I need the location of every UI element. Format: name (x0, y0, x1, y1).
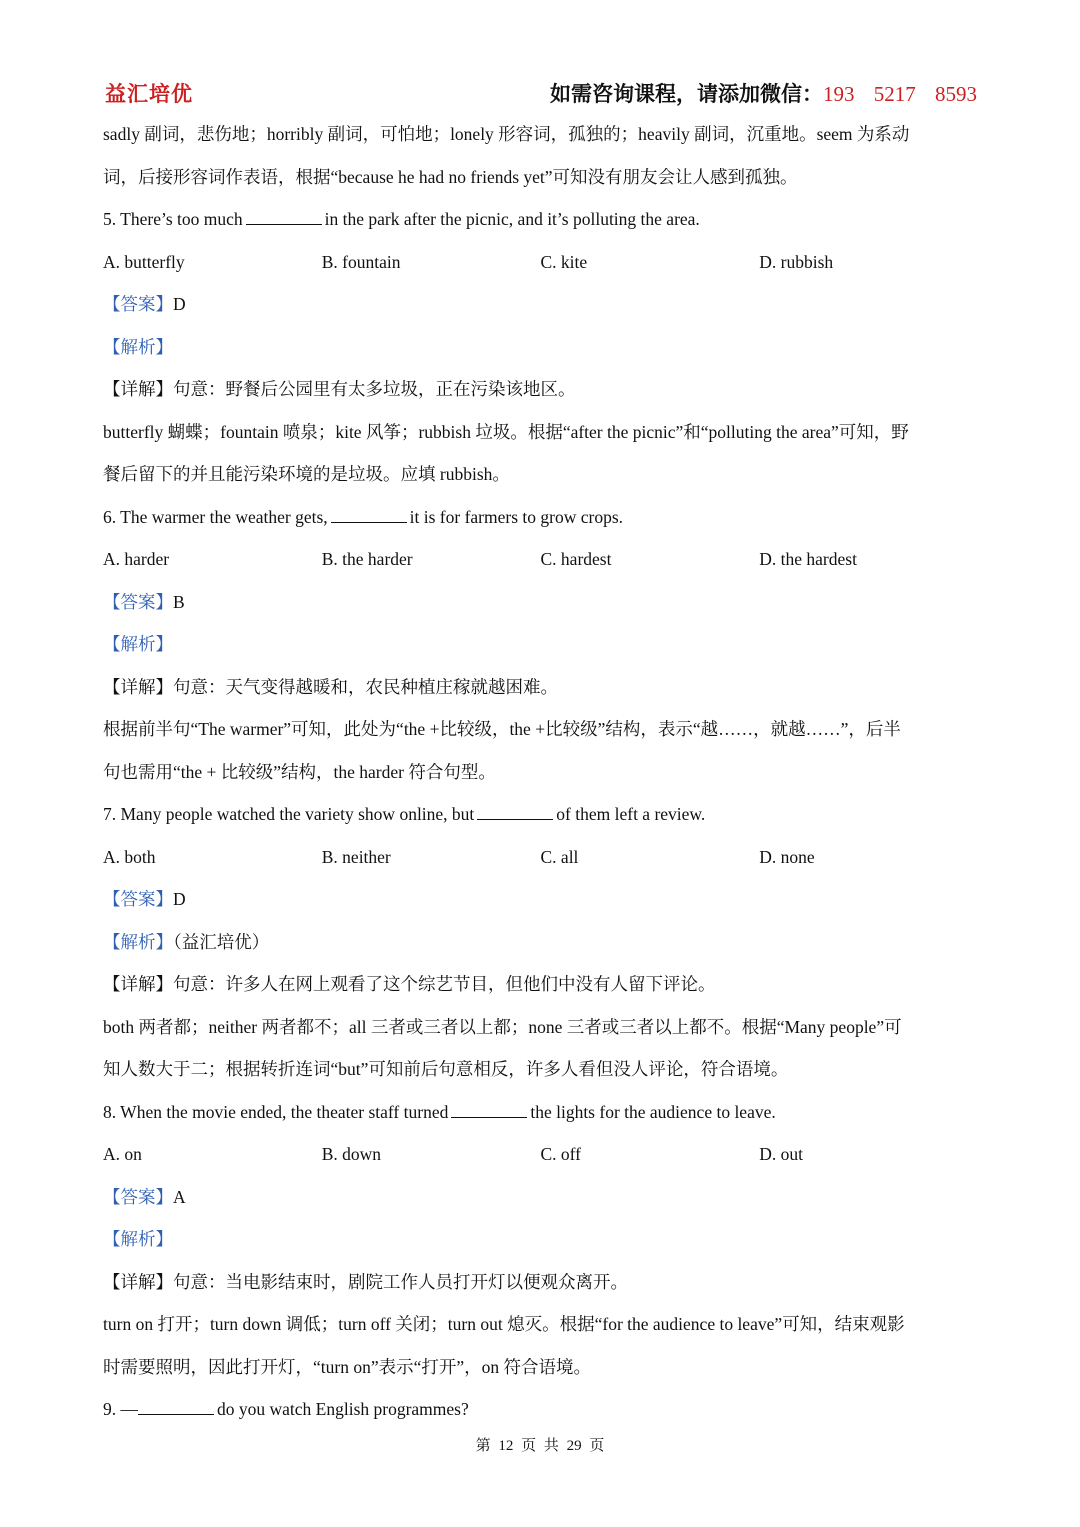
option-b: B. neither (321, 846, 391, 867)
answer-label: 【答案】 (103, 1186, 173, 1207)
page-number: 第 12 页 共 29 页 (475, 1438, 605, 1454)
contact-phone: 193 5217 8593 (823, 82, 977, 106)
option-d: D. rubbish (759, 251, 834, 272)
analysis-label: 【解析】 (103, 634, 173, 654)
page-header (0, 78, 1080, 112)
option-a: A. on (103, 1144, 142, 1164)
option-c: C. all (540, 846, 579, 867)
analysis-label: 【解析】 (103, 336, 173, 357)
question-6-options (103, 542, 978, 585)
answer-value: B (173, 591, 185, 612)
answer-label: 【答案】 (103, 889, 173, 909)
answer-value: D (173, 294, 186, 314)
question-6-analysis (103, 627, 978, 670)
question-6-detail: 【详解】句意：天气变得越暖和，农民种植庄稼就越困难。 (103, 676, 558, 697)
question-8-explanation: 时需要照明，因此打开灯，“turn on”表示“打开”，on 符合语境。 (103, 1356, 592, 1377)
document-body (103, 117, 978, 1435)
question-7-detail: 【详解】句意：许多人在网上观看了这个综艺节目，但他们中没有人留下评论。 (103, 974, 716, 994)
question-5-options (103, 245, 978, 288)
option-b: B. the harder (321, 549, 413, 569)
question-5-explanation: 餐后留下的并且能污染环境的是垃圾。应填 rubbish。 (103, 464, 510, 484)
question-8-stem: 8. When the movie ended, the theater staff turned the lights for the audience to leave. (103, 1095, 978, 1138)
answer-value: D (173, 889, 186, 909)
option-c: C. off (540, 1144, 582, 1164)
question-7-explanation: 知人数大于二；根据转折连词“but”可知前后句意相反，许多人看但没人评论，符合语境。 (103, 1059, 789, 1079)
question-5-analysis (103, 330, 978, 373)
option-b: B. down (321, 1144, 382, 1164)
option-a: A. harder (103, 549, 170, 569)
question-9-stem: 9. — do you watch English programmes? (103, 1392, 978, 1435)
option-a: A. butterfly (103, 251, 185, 272)
option-c: C. kite (540, 251, 588, 272)
answer-blank (138, 1396, 214, 1415)
question-6-answer (103, 585, 978, 628)
option-b: B. fountain (321, 251, 401, 272)
option-d: D. out (759, 1144, 803, 1164)
answer-label: 【答案】 (103, 591, 173, 612)
answer-blank (246, 206, 322, 225)
question-6-stem: 6. The warmer the weather gets, it is for farmers to grow crops. (103, 500, 978, 543)
detail-label: 【详解】 (103, 379, 173, 399)
answer-value: A (173, 1186, 186, 1207)
question-5-explanation: butterfly 蝴蝶；fountain 喷泉；kite 风筝；rubbish 垃圾。根据“after the picnic”和“polluting the area”可知，野 (103, 421, 909, 442)
option-d: D. none (759, 846, 815, 867)
question-5-stem: 5. There’s too much in the park after the picnic, and it’s polluting the area. (103, 202, 978, 245)
question-5-answer (103, 287, 978, 330)
answer-blank (477, 801, 553, 820)
prev-explanation-line: sadly 副词，悲伤地；horribly 副词，可怕地；lonely 形容词，孤独的；heavily 副词，沉重地。seem 为系动 (103, 124, 910, 144)
detail-label: 【详解】 (103, 974, 173, 994)
question-8-analysis (103, 1222, 978, 1265)
question-7-answer (103, 882, 978, 925)
prev-explanation-line: 词，后接形容词作表语，根据“because he had no friends yet”可知没有朋友会让人感到孤独。 (103, 166, 798, 187)
contact-info (550, 78, 977, 108)
question-6-explanation: 句也需用“the + 比较级”结构，the harder 符合句型。 (103, 761, 496, 782)
question-7-analysis (103, 925, 978, 968)
detail-label: 【详解】 (103, 1271, 173, 1292)
option-a: A. both (103, 846, 156, 867)
brand-name: 益汇培优 (105, 82, 193, 106)
contact-label: 如需咨询课程，请添加微信： (550, 82, 823, 106)
analysis-label: 【解析】 (103, 931, 173, 952)
question-8-answer (103, 1180, 978, 1223)
question-7-options (103, 840, 978, 883)
answer-label: 【答案】 (103, 294, 173, 314)
analysis-note: （益汇培优） (173, 931, 270, 952)
question-7-explanation: both 两者都；neither 两者都不；all 三者或三者以上都；none 三者或三者以上都不。根据“Many people”可 (103, 1016, 902, 1037)
answer-blank (331, 504, 407, 523)
analysis-label: 【解析】 (103, 1229, 173, 1249)
question-8-explanation: turn on 打开；turn down 调低；turn off 关闭；turn out 熄灭。根据“for the audience to leave”可知，结束观影 (103, 1314, 905, 1334)
question-8-detail: 【详解】句意：当电影结束时，剧院工作人员打开灯以便观众离开。 (103, 1271, 628, 1292)
option-c: C. hardest (540, 549, 612, 569)
question-6-explanation: 根据前半句“The warmer”可知，此处为“the +比较级，the +比较级”结构，表示“越……，就越……”，后半 (103, 719, 901, 739)
question-8-options (103, 1137, 978, 1180)
answer-blank (451, 1099, 527, 1118)
option-d: D. the hardest (759, 549, 857, 569)
question-5-detail: 【详解】句意：野餐后公园里有太多垃圾，正在污染该地区。 (103, 379, 576, 399)
question-7-stem: 7. Many people watched the variety show online, but of them left a review. (103, 797, 978, 840)
detail-label: 【详解】 (103, 676, 173, 697)
